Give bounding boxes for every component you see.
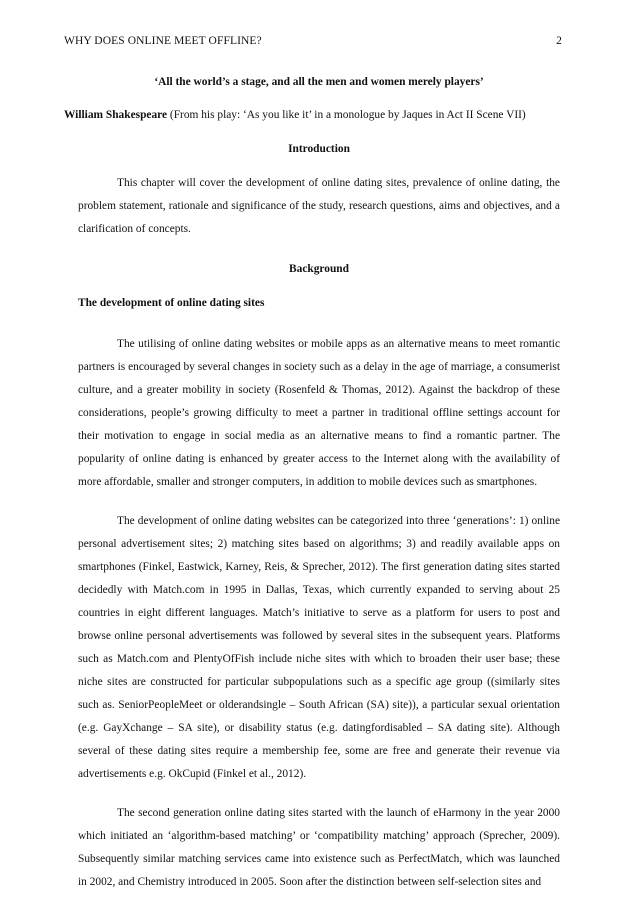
introduction-paragraph: This chapter will cover the development of online dating sites, prevalence of online dating, the problem statement, rationale and significance of the study, research questions, aims and objectives, and a clarification of concepts. [78,177,560,235]
background-paragraph-2: The development of online dating websites can be categorized into three ‘generations’: 1) online personal advertisement sites; 2) matching sites based on algorithms; 3) and readily available apps on smartphones (Finkel, Eastwick, Karney, Reis, & Sprecher, 2012). The first generation dating sites started decidedly with Match.com in 1995 in Dallas, Texas, which currently expanded to serving about 25 countries in eight different languages. Match’s initiative to serve as a platform for users to post and browse online personal advertisements was followed by several sites in the subsequent years. Platforms such as Match.com and PlentyOfFish include niche sites with which to broaden their user base; these niche sites are constructed for particular subpopulations such as a specific age group ((similarly sites such as. SeniorPeopleMeet or olderandsingle – South African (SA) site)), a particular sexual orientation (e.g. GayXchange – SA site), or disability status (e.g. datingfordisabled – SA dating site). Although several of these dating sites require a membership fee, some are free and generate their revenue via advertisements e.g. OkCupid (Finkel et al., 2012). [78,515,560,780]
introduction-heading: Introduction [288,143,350,155]
section-subheading: The development of online dating sites [78,297,265,309]
background-heading: Background [289,263,349,275]
epigraph-source: (From his play: ‘As you like it’ in a monologue by Jaques in Act II Scene VII) [167,109,526,121]
page-number: 2 [556,35,562,47]
running-title: WHY DOES ONLINE MEET OFFLINE? [64,35,262,47]
background-paragraph-1: The utilising of online dating websites or mobile apps as an alternative means to meet romantic partners is encouraged by several changes in society such as a delay in the age of marriage, a consumerist culture, and a greater mobility in society (Rosenfeld & Thomas, 2012). Against the backdrop of these considerations, people’s growing difficulty to meet a partner in traditional offline settings account for their motivation to engage in social media as an alternative means to find a romantic partner. The popularity of online dating is enhanced by greater access to the Internet along with the availability of more affordable, smaller and stronger computers, in addition to mobile devices such as smartphones. [78,338,560,488]
running-head [64,34,562,48]
epigraph-attribution [64,107,564,123]
epigraph-quote: ‘All the world’s a stage, and all the men and women merely players’ [154,76,484,88]
page-content [64,74,560,894]
background-paragraph-3: The second generation online dating sites started with the launch of eHarmony in the year 2000 which initiated an ‘algorithm-based matching’ or ‘compatibility matching’ approach (Sprecher, 2009). Subsequently similar matching services came into existence such as PerfectMatch, which was launched in 2002, and Chemistry introduced in 2005. Soon after the distinction between self-selection sites and [78,807,560,888]
epigraph-author: William Shakespeare [64,109,168,121]
